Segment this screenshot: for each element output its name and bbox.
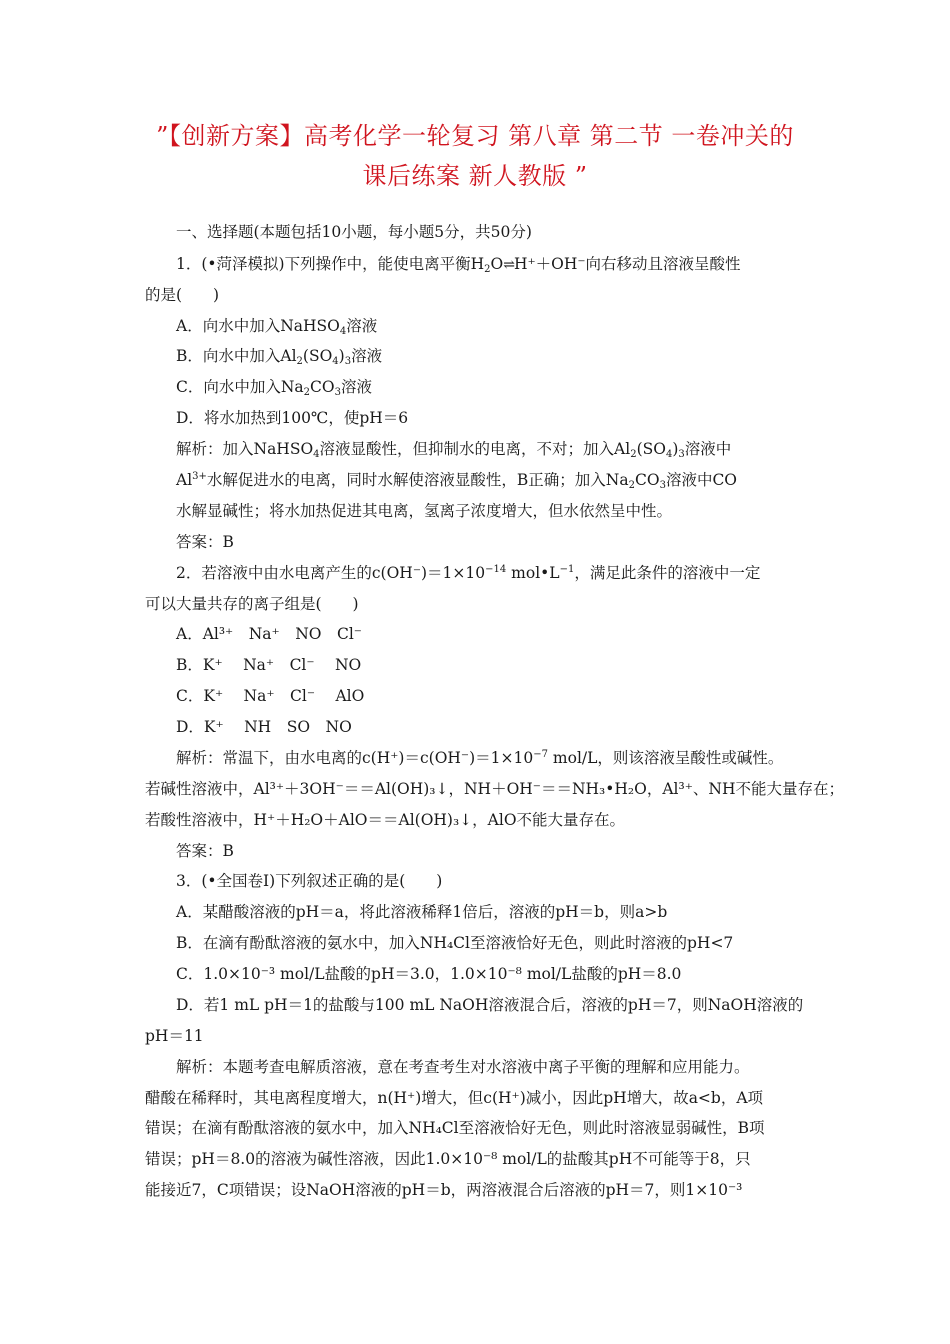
q1-option-d: D．将水加热到100℃，使pH＝6 [176, 409, 409, 427]
q2-stem-line-1: 2．若溶液中由水电离产生的$c(OH^-)=1\times 10^{-14}$ $mol•L^{-1}$，满足此条件的溶液中一定 [176, 564, 761, 582]
q1-option-c: C．向水中加入$Na_2CO_3$溶液 [176, 378, 373, 398]
q3-option-d-line-1: D．若1 mL pH＝1的盐酸与100 mL NaOH溶液混合后，溶液的pH＝7，则NaOH溶液的 [176, 996, 804, 1014]
section-heading: 一、选择题(本题包括10小题，每小题5分，共50分) [176, 223, 532, 241]
q2-explanation-line-3: 若酸性溶液中，H⁺＋H₂O＋AlO＝＝Al(OH)₃↓，AlO不能大量存在。 [145, 811, 626, 829]
q1-option-b: B．向水中加入$Al_2(SO_4)_3$溶液 [176, 347, 383, 367]
q2-option-d: D．K⁺ NH SO NO [176, 718, 352, 736]
q2-option-a: A．Al³⁺ Na⁺ NO Cl⁻ [176, 625, 362, 643]
document-title-line-1: ”【创新方案】高考化学一轮复习 第八章 第二节 一卷冲关的 [156, 122, 794, 150]
q2-explanation-line-2: 若碱性溶液中，Al³⁺＋3OH⁻＝＝Al(OH)₃↓，NH＋OH⁻＝＝NH₃•H₂O，Al³⁺、NH不能大量存在； [145, 780, 844, 798]
q3-option-c: C．1.0×10⁻³ mol/L盐酸的pH＝3.0，1.0×10⁻⁸ mol/L盐酸的pH＝8.0 [176, 965, 682, 983]
q3-explanation-line-2: 醋酸在稀释时，其电离程度增大，n(H⁺)增大，但c(H⁺)减小，因此pH增大，故a<b，A项 [145, 1089, 764, 1107]
q3-option-d-line-2: pH＝11 [145, 1027, 204, 1045]
q1-stem-line-1: 1．(•菏泽模拟)下列操作中，能使电离平衡$H_2O\rightleftharpoons H^++OH^-$向右移动且溶液呈酸性 [176, 255, 741, 275]
document-title-line-2: 课后练案 新人教版 ” [362, 162, 588, 190]
q3-explanation-line-4: 错误；pH＝8.0的溶液为碱性溶液，因此1.0×10⁻⁸ mol/L的盐酸其pH不可能等于8，只 [145, 1150, 751, 1168]
q2-option-c: C．K⁺ Na⁺ Cl⁻ AlO [176, 687, 365, 705]
q1-explanation-line-2: $Al^{3+}$水解促进水的电离，同时水解使溶液显酸性，B正确；加入$Na_2CO_3$溶液中CO [176, 471, 738, 491]
q3-explanation-line-3: 错误；在滴有酚酞溶液的氨水中，加入NH₄Cl至溶液恰好无色，则此时溶液显弱碱性，B项 [145, 1119, 765, 1137]
q3-explanation-line-1: 解析：本题考查电解质溶液，意在考查考生对水溶液中离子平衡的理解和应用能力。 [176, 1058, 750, 1076]
q3-option-b: B．在滴有酚酞溶液的氨水中，加入NH₄Cl至溶液恰好无色，则此时溶液的pH<7 [176, 934, 734, 952]
q1-option-a: A．向水中加入NaHSO$_4$溶液 [176, 317, 378, 337]
q2-stem-line-2: 可以大量共存的离子组是( ) [145, 595, 359, 613]
q1-stem-line-2: 的是( ) [145, 286, 220, 304]
q3-option-a: A．某醋酸溶液的pH＝a，将此溶液稀释1倍后，溶液的pH＝b，则a>b [176, 903, 668, 921]
q1-explanation-line-3: 水解显碱性；将水加热促进其电离，氢离子浓度增大，但水依然呈中性。 [176, 502, 673, 520]
q2-option-b: B．K⁺ Na⁺ Cl⁻ NO [176, 656, 362, 674]
q3-explanation-line-5: 能接近7，C项错误；设NaOH溶液的pH＝b，两溶液混合后溶液的pH＝7，则1×10⁻³ [145, 1181, 743, 1199]
equilibrium-arrow-icon: ⇌ [503, 257, 514, 273]
q1-explanation-line-1: 解析：加入NaHSO$_4$溶液显酸性，但抑制水的电离，不对；加入$Al_2(SO_4)_3$溶液中 [176, 440, 732, 460]
q1-answer: 答案：B [176, 533, 234, 551]
q2-answer: 答案：B [176, 842, 234, 860]
q2-explanation-line-1: 解析：常温下，由水电离的$c(H^+)=c(OH^-)=1\times 10^{-7}$ mol/L，则该溶液呈酸性或碱性。 [176, 749, 784, 767]
q3-stem: 3．(•全国卷Ⅰ)下列叙述正确的是( ) [176, 872, 443, 890]
